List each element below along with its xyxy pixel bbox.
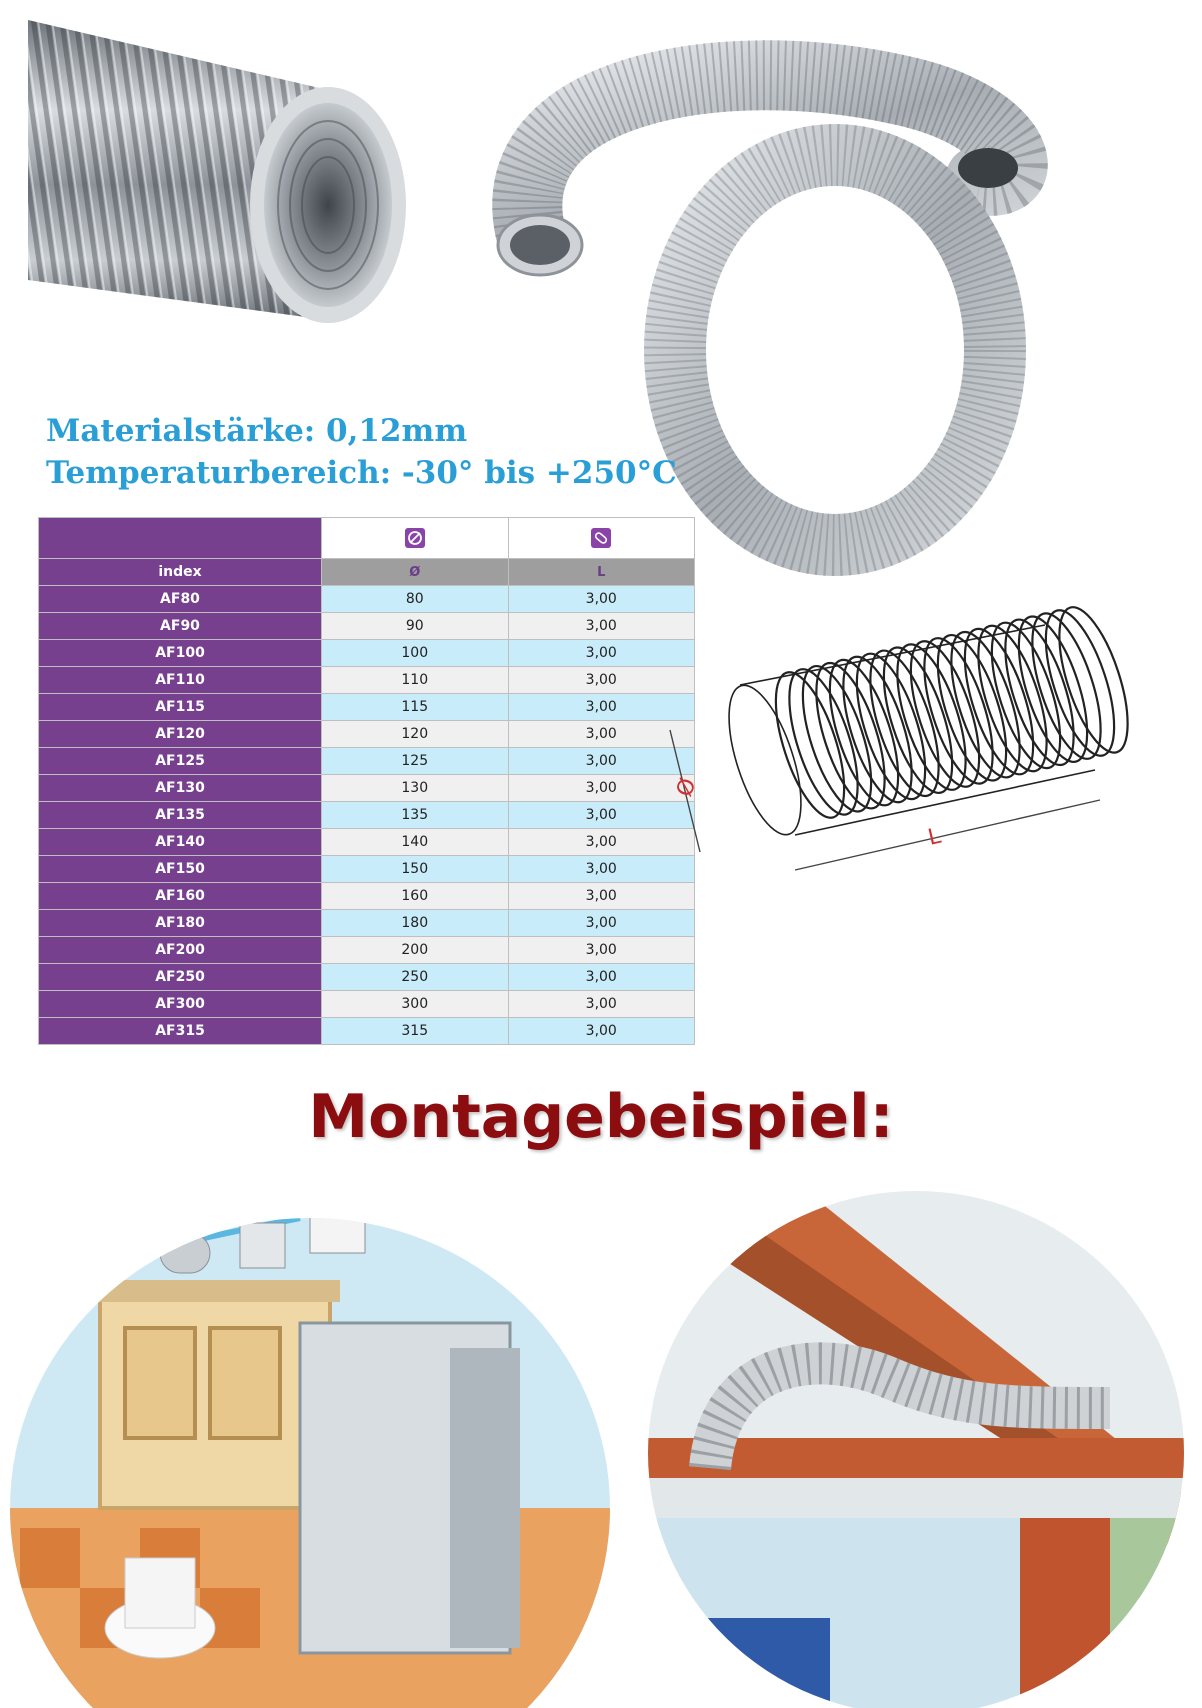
- cell-index: AF315: [39, 1018, 322, 1045]
- cell-index: AF110: [39, 667, 322, 694]
- cell-index: AF130: [39, 775, 322, 802]
- cell-index: AF150: [39, 856, 322, 883]
- cell-diameter: 160: [322, 883, 509, 910]
- cell-diameter: 110: [322, 667, 509, 694]
- cell-diameter: 200: [322, 937, 509, 964]
- cell-diameter: 250: [322, 964, 509, 991]
- cell-length: 3,00: [508, 667, 695, 694]
- cell-index: AF140: [39, 829, 322, 856]
- table-row: [39, 613, 695, 640]
- header-diameter: Ø: [322, 559, 509, 586]
- diagram-diameter-label: Ø: [672, 775, 702, 801]
- spec-thickness: Materialstärke: 0,12mm: [46, 413, 468, 449]
- cell-diameter: 125: [322, 748, 509, 775]
- table-row: [39, 748, 695, 775]
- table-row: [39, 640, 695, 667]
- table-row: [39, 883, 695, 910]
- table-row: [39, 937, 695, 964]
- table-row: [39, 829, 695, 856]
- length-icon-cell: [508, 518, 695, 559]
- cell-diameter: 100: [322, 640, 509, 667]
- table-row: [39, 910, 695, 937]
- cell-length: 3,00: [508, 964, 695, 991]
- table-row: [39, 991, 695, 1018]
- header-length: L: [508, 559, 695, 586]
- cell-length: 3,00: [508, 694, 695, 721]
- cell-length: 3,00: [508, 613, 695, 640]
- hose-dimension-diagram: [672, 630, 1200, 960]
- cell-index: AF125: [39, 748, 322, 775]
- cell-length: 3,00: [508, 748, 695, 775]
- cell-index: AF200: [39, 937, 322, 964]
- cell-diameter: 300: [322, 991, 509, 1018]
- cell-length: 3,00: [508, 937, 695, 964]
- diameter-icon-cell: [322, 518, 509, 559]
- cell-diameter: 115: [322, 694, 509, 721]
- table-icon-row: [39, 518, 695, 559]
- cell-diameter: 180: [322, 910, 509, 937]
- cell-index: AF100: [39, 640, 322, 667]
- roof-installation-illustration: [630, 1178, 1202, 1708]
- cell-diameter: 120: [322, 721, 509, 748]
- cell-index: AF160: [39, 883, 322, 910]
- cell-diameter: 315: [322, 1018, 509, 1045]
- cell-index: AF115: [39, 694, 322, 721]
- cell-length: 3,00: [508, 586, 695, 613]
- hose-closeup-image: [28, 0, 418, 360]
- cell-length: 3,00: [508, 856, 695, 883]
- diameter-icon: [405, 528, 425, 548]
- cell-index: AF80: [39, 586, 322, 613]
- header-index: index: [39, 559, 322, 586]
- cell-diameter: 140: [322, 829, 509, 856]
- cell-index: AF120: [39, 721, 322, 748]
- table-row: [39, 856, 695, 883]
- bathroom-installation-illustration: [0, 1178, 620, 1708]
- cell-length: 3,00: [508, 883, 695, 910]
- table-row: [39, 721, 695, 748]
- cell-diameter: 135: [322, 802, 509, 829]
- cell-length: 3,00: [508, 721, 695, 748]
- cell-diameter: 150: [322, 856, 509, 883]
- cell-diameter: 90: [322, 613, 509, 640]
- cell-diameter: 130: [322, 775, 509, 802]
- spec-table: [38, 517, 695, 1045]
- cell-length: 3,00: [508, 1018, 695, 1045]
- cell-length: 3,00: [508, 802, 695, 829]
- table-icon-row-blank: [39, 518, 322, 559]
- table-row: [39, 964, 695, 991]
- cell-diameter: 80: [322, 586, 509, 613]
- table-row: [39, 586, 695, 613]
- diagram-length-label: L: [925, 823, 944, 851]
- cell-length: 3,00: [508, 991, 695, 1018]
- table-row: [39, 667, 695, 694]
- cell-index: AF250: [39, 964, 322, 991]
- cell-length: 3,00: [508, 910, 695, 937]
- table-row: [39, 802, 695, 829]
- cell-index: AF300: [39, 991, 322, 1018]
- table-row: [39, 1018, 695, 1045]
- cell-index: AF135: [39, 802, 322, 829]
- cell-index: AF90: [39, 613, 322, 640]
- installation-example-heading: Montagebeispiel:: [308, 1082, 894, 1152]
- spec-temperature: Temperaturbereich: -30° bis +250°C: [46, 455, 677, 491]
- cell-length: 3,00: [508, 775, 695, 802]
- cell-index: AF180: [39, 910, 322, 937]
- length-icon: [591, 528, 611, 548]
- table-row: [39, 694, 695, 721]
- table-row: [39, 775, 695, 802]
- cell-length: 3,00: [508, 829, 695, 856]
- cell-length: 3,00: [508, 640, 695, 667]
- table-header-row: [39, 559, 695, 586]
